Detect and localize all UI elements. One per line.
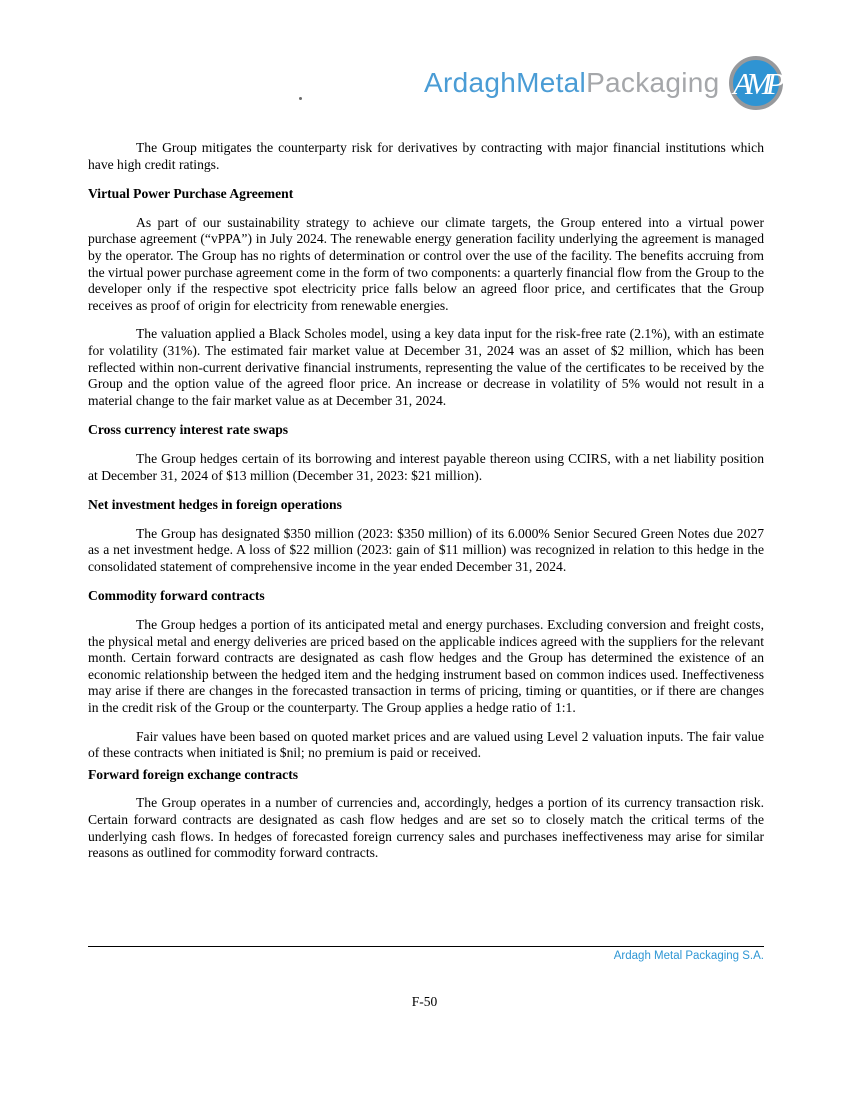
body-paragraph: The Group hedges certain of its borrowing and interest payable thereon using CCIRS, with a net liability position at December 31, 2024 of $13 million (December 31, 2023: $21 million).: [88, 450, 764, 483]
amp-logo-icon: [727, 54, 785, 112]
amp-monogram-text: AMP: [732, 66, 779, 101]
brand-ardagh: Ardagh: [424, 67, 517, 98]
logo-wordmark: [424, 52, 720, 114]
footer-company-name: Ardagh Metal Packaging S.A.: [613, 950, 764, 962]
brand-metal: Metal: [516, 67, 587, 98]
body-paragraph: The Group operates in a number of currencies and, accordingly, hedges a portion of its currency transaction risk. Certain forward contracts are designated as cash flow hedges and are set so to closely match the critical terms of the underlying cash flows. In hedges of forecasted foreign currency sales and purchases ineffectiveness may arise for similar reasons as outlined for commodity forward contracts.: [88, 795, 764, 861]
brand-packaging: Packaging: [586, 67, 720, 98]
section-heading: Net investment hedges in foreign operations: [88, 497, 342, 513]
stray-mark: [299, 97, 302, 100]
company-logo: [424, 52, 785, 114]
page-number: F-50: [411, 994, 438, 1009]
body-paragraph: The Group has designated $350 million (2023: $350 million) of its 6.000% Senior Secured Green Notes due 2027 as a net investment hedge. A loss of $22 million (2023: gain of $11 million) was recognized in relation to this hedge in the consolidated statement of comprehensive income in the year ended December 31, 2024.: [88, 525, 764, 574]
section-heading: Virtual Power Purchase Agreement: [88, 186, 294, 202]
body-paragraph: The Group mitigates the counterparty risk for derivatives by contracting with major financial institutions which have high credit ratings.: [88, 140, 764, 172]
body-paragraph: The valuation applied a Black Scholes model, using a key data input for the risk-free rate (2.1%), with an estimate for volatility (31%). The estimated fair market value at December 31, 2024 was an asset of $2 million, which has been reflected within non-current derivative financial instruments, representing the value of the certificates to be received by the Group and the option value of the agreed floor price. An increase or decrease in volatility of 5% would not result in a material change to the fair market value as at December 31, 2024.: [88, 326, 764, 408]
footer-divider: [88, 946, 764, 947]
document-body: [88, 140, 764, 862]
section-heading: Cross currency interest rate swaps: [88, 422, 289, 438]
section-heading: Forward foreign exchange contracts: [88, 766, 299, 782]
body-paragraph: As part of our sustainability strategy to achieve our climate targets, the Group entered into a virtual power purchase agreement (“vPPA”) in July 2024. The renewable energy generation facility underlying the agreement is managed by the operator. The Group has no rights of determination or control over the use of the facility. The benefits accruing from the virtual power purchase agreement come in the form of two components: a quarterly financial flow from the Group to the developer only if the respective spot electricity price falls below an agreed floor price, and certificates that the Group receives as proof of origin for electricity from renewable energies.: [88, 214, 764, 313]
body-paragraph: The Group hedges a portion of its anticipated metal and energy purchases. Excluding conversion and freight costs, the physical metal and energy deliveries are priced based on the applicable indices agreed with the suppliers for the relevant month. Certain forward contracts are designated as cash flow hedges and the Group has determined the existence of an economic relationship between the hedged item and the hedging instrument based on common indices used. Ineffectiveness may arise if there are changes in the forecasted transaction in terms of pricing, timing or quantities, or if there are changes in the credit risk of the Group or the counterparty. The Group applies a hedge ratio of 1:1.: [88, 617, 764, 716]
body-paragraph: Fair values have been based on quoted market prices and are valued using Level 2 valuation inputs. The fair value of these contracts when initiated is $nil; no premium is paid or received.: [88, 728, 764, 761]
section-heading: Commodity forward contracts: [88, 588, 265, 604]
